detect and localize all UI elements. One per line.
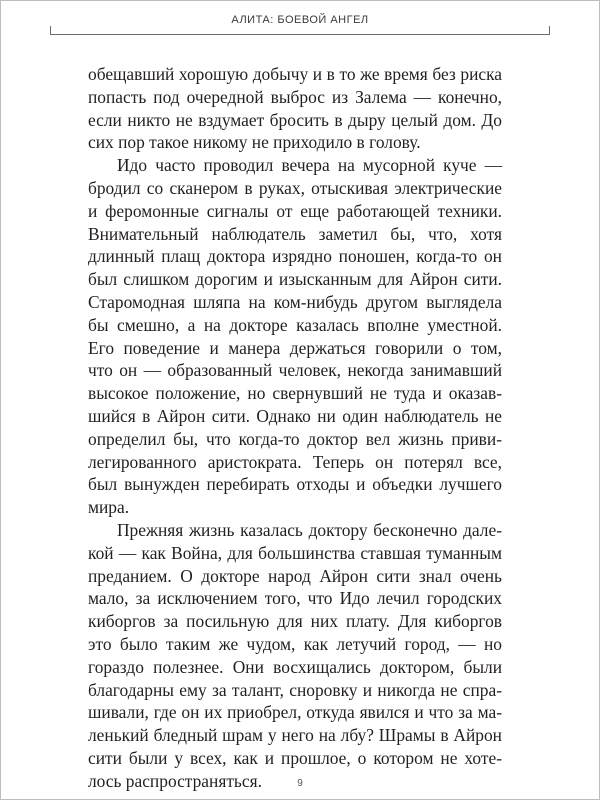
body-text xyxy=(88,63,502,793)
text-line: кой — как Война, для большинства ставшая туманным xyxy=(88,542,502,563)
text-line: бы смешно, а на докторе казалась вполне уместной. xyxy=(88,314,502,335)
text-line: сих пор такое никому не приходило в голову. xyxy=(88,132,421,153)
header-rule-left-tick xyxy=(50,26,51,34)
text-line: шийся в Айрон сити. Однако ни один наблюдатель не xyxy=(88,405,502,426)
text-line: высокое положение, но свернувший не туда и оказав- xyxy=(88,383,502,404)
text-line: легированного аристократа. Теперь он потерял все, xyxy=(88,451,502,472)
text-line: шивали, где он их приобрел, откуда явился и что за ма- xyxy=(88,702,502,723)
text-line: Его поведение и манера держаться говорили о том, xyxy=(88,337,502,358)
text-line: определил бы, что когда-то доктор вел жизнь приви- xyxy=(88,428,502,449)
text-line: киборгов за посильную для них плату. Для киборгов xyxy=(88,611,502,632)
text-line: был вынужден перебирать отходы и объедки лучшего xyxy=(88,474,502,495)
running-header xyxy=(150,10,450,28)
text-line: Идо часто проводил вечера на мусорной куче — xyxy=(117,155,502,176)
page-number-label: 9 xyxy=(293,778,307,789)
text-line: мира. xyxy=(88,497,130,518)
running-header-title: АЛИТА: БОЕВОЙ АНГЕЛ xyxy=(231,14,369,26)
page-number xyxy=(0,778,600,789)
text-line: Старомодная шляпа на ком-нибудь другом выглядела xyxy=(88,291,502,312)
text-line: гораздо полезнее. Они восхищались доктором, были xyxy=(88,656,502,677)
text-line: и феромонные сигналы от еще работающей техники. xyxy=(88,200,502,221)
text-line: лось распространяться. xyxy=(88,770,262,791)
text-line: благодарны ему за талант, сноровку и никогда не спра- xyxy=(88,679,502,700)
text-line: попасть под очередной выброс из Залема — конечно, xyxy=(88,86,502,107)
text-line: длинный плащ доктора изрядно поношен, когда-то он xyxy=(88,246,502,267)
header-rule xyxy=(50,34,550,35)
text-line: преданием. О докторе народ Айрон сити знал очень xyxy=(88,565,502,586)
text-line: если никто не вздумает бросить в дыру целый дом. До xyxy=(88,109,502,130)
text-line: бродил со сканером в руках, отыскивая электрические xyxy=(88,177,502,198)
text-line: сити были у всех, как и прошлое, о котором не хоте- xyxy=(88,747,502,768)
header-rule-right-tick xyxy=(549,26,550,34)
text-line: Внимательный наблюдатель заметил бы, что, хотя xyxy=(88,223,502,244)
text-line: что он — образованный человек, некогда занимавший xyxy=(88,360,502,381)
text-line: это было таким же чудом, как летучий город, — но xyxy=(88,633,502,654)
text-line: ленький бледный шрам у него на лбу? Шрамы в Айрон xyxy=(88,725,502,746)
text-line: был слишком дорогим и изысканным для Айрон сити. xyxy=(88,269,502,290)
text-line: мало, за исключением того, что Идо лечил городских xyxy=(88,588,502,609)
text-line: Прежняя жизнь казалась доктору бесконечно дале- xyxy=(117,519,502,540)
text-line: обещавший хорошую добычу и в то же время без риска xyxy=(88,64,502,84)
